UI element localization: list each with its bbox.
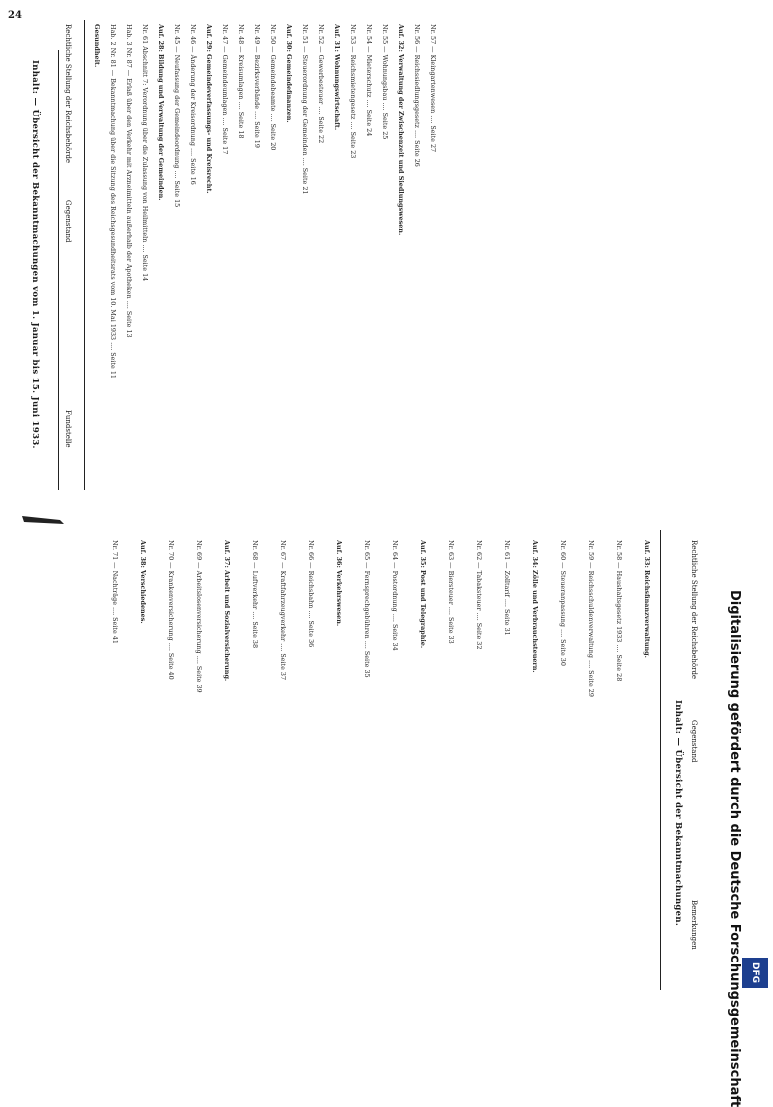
text-line: Nr. 45 — Neufassung der Gemeindeordnung .... Seite 15	[173, 24, 181, 208]
text-line: Nr. 66 — Reichsbahn .... Seite 36	[307, 540, 315, 648]
text-line: Auf. 33: Reichsfinanzverwaltung.	[643, 540, 651, 658]
text-line: Nr. 46 — Änderung der Kreisordnung .... Seite 16	[189, 24, 197, 185]
text-line: Auf. 36: Verkehrswesen.	[335, 540, 343, 627]
text-line: Nr. 49 — Bezirksverbände .... Seite 19	[253, 24, 261, 148]
text-line: Nr. 57 — Kleingartenwesen .... Seite 27	[429, 24, 437, 153]
scan-mark	[20, 510, 66, 526]
text-line: Nr. 54 — Mieterschutz .... Seite 24	[365, 24, 373, 137]
column-rule-left	[84, 20, 85, 490]
text-line: Nr. 60 — Steueranpassung .... Seite 30	[559, 540, 567, 666]
page-number-left: 24	[8, 10, 22, 21]
text-line: Auf. 34: Zölle und Verbrauchsteuern.	[531, 540, 539, 673]
text-line: Hab. 2 Nr. 81 — Bekanntmachung über die Sitzung des Reichsgesundheitsrats vom 10. Mai 1933 .... Seite 11	[109, 24, 117, 379]
text-line: Nr. 71 — Nachträge .... Seite 41	[111, 540, 119, 644]
text-line: Nr. 47 — Gemeindeumlagen .... Seite 17	[221, 24, 229, 155]
text-line: Nr. 48 — Kreisumlagen .... Seite 18	[237, 24, 245, 139]
text-line: Auf. 38: Verschiedenes.	[139, 540, 147, 624]
column-header-right-3: Bemerkungen	[690, 900, 698, 950]
column-header-left-1: Rechtliche Stellung der Reichsbehörde	[64, 24, 72, 164]
header-rule-left	[58, 50, 59, 490]
column-header-left-3: Fundstelle	[64, 410, 72, 448]
text-line: Nr. 58 — Haushaltsgesetz 1933 .... Seite 28	[615, 540, 623, 682]
text-line: Nr. 53 — Reichsmietengesetz .... Seite 23	[349, 24, 357, 159]
text-line: Nr. 61 Abschnitt 7: Verordnung über die Zulassung von Heilmitteln .... Seite 14	[141, 24, 149, 282]
running-title-right: Inhalt: — Übersicht der Bekanntmachungen.	[673, 700, 683, 927]
text-line: Nr. 52 — Gewerbesteuer .... Seite 22	[317, 24, 325, 144]
text-line: Nr. 70 — Krankenversicherung .... Seite 40	[167, 540, 175, 680]
column-header-right-2: Gegenstand	[690, 720, 698, 763]
text-line: Auf. 30: Gemeindefinanzen.	[285, 24, 293, 123]
text-line: Nr. 65 — Fernsprechgebühren .... Seite 35	[363, 540, 371, 678]
text-line: Nr. 64 — Postordnung .... Seite 34	[391, 540, 399, 651]
text-line: Nr. 62 — Tabaksteuer .... Seite 32	[475, 540, 483, 650]
column-header-left-2: Gegenstand	[64, 200, 72, 243]
text-line: Auf. 35: Post und Telegraphie.	[419, 540, 427, 649]
text-line: Nr. 51 — Steuerordnung der Gemeinden .... Seite 21	[301, 24, 309, 195]
text-line: Auf. 29: Gemeindeverfassungs- und Kreisrecht.	[205, 24, 213, 194]
text-line: Nr. 56 — Reichssiedlungsgesetz .... Seite 26	[413, 24, 421, 167]
text-line: Auf. 37: Arbeit und Sozialversicherung.	[223, 540, 231, 682]
text-line: Auf. 32: Verwaltung der Zwischenzeit und Siedlungswesen.	[397, 24, 405, 236]
text-line: Gesundheit.	[93, 24, 101, 68]
text-line: Nr. 68 — Luftverkehr .... Seite 38	[251, 540, 259, 649]
text-line: Hab. 3 Nr. 87 — Erlaß über den Verkehr mit Arzneimitteln außerhalb der Apotheken .... Seite 13	[125, 24, 133, 338]
dfg-logo: DFG	[742, 958, 768, 988]
text-line: Auf. 31: Wohnungswirtschaft.	[333, 24, 341, 131]
footer-text: Digitalisierung gefördert durch die Deutsche Forschungsgemeinschaft	[727, 590, 742, 1107]
text-line: Nr. 67 — Kraftfahrzeugverkehr .... Seite 37	[279, 540, 287, 681]
text-line: Nr. 63 — Biersteuer .... Seite 33	[447, 540, 455, 644]
text-line: Nr. 59 — Reichsschuldenverwaltung .... Seite 29	[587, 540, 595, 697]
text-line: Nr. 61 — Zolltarif .... Seite 31	[503, 540, 511, 636]
text-line: Nr. 69 — Arbeitslosenversicherung .... Seite 39	[195, 540, 203, 693]
header-rule-right	[660, 530, 661, 990]
text-line: Nr. 55 — Wohnungsbau .... Seite 25	[381, 24, 389, 140]
running-title-left: Inhalt: — Übersicht der Bekanntmachungen vom 1. Januar bis 15. Juni 1933.	[30, 60, 40, 449]
column-header-right-1: Rechtliche Stellung der Reichsbehörde	[690, 540, 698, 680]
text-line: Auf. 28: Bildung und Verwaltung der Gemeinden.	[157, 24, 165, 201]
text-line: Nr. 50 — Gemeindebeamte .... Seite 20	[269, 24, 277, 151]
